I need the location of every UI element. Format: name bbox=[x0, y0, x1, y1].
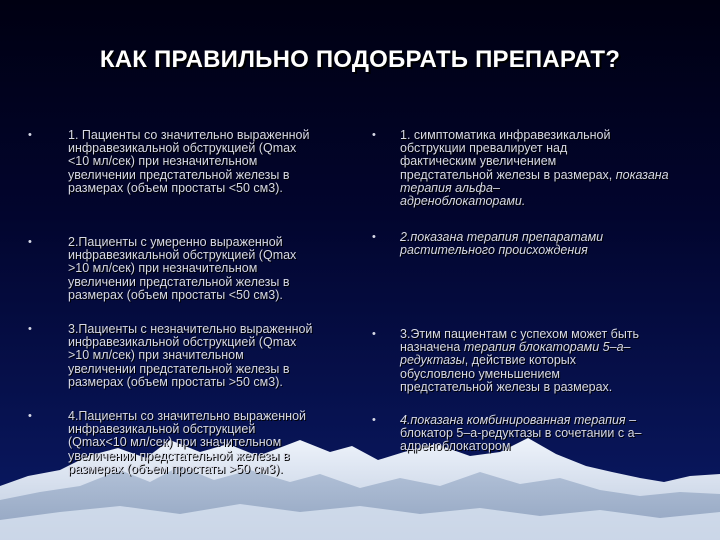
bullet-icon: • bbox=[372, 328, 376, 340]
right-item-text-normal: 3.Этим пациентам с успехом может быть назначена bbox=[400, 327, 640, 355]
right-item-text-italic: 4.показана комбинированная терапия bbox=[400, 413, 626, 427]
left-item-text: 1. Пациенты со значительно выраженной инфравезикальной обструкцией (Qmax <10 мл/сек) при незначительном увеличении предстательной железы в размерах (объем простаты <50 см3). bbox=[68, 128, 310, 195]
right-item-text-normal: , действие которых обусловлено уменьшением предстательной железы в размерах. bbox=[400, 353, 613, 394]
bullet-icon: • bbox=[28, 410, 32, 422]
bullet-icon: • bbox=[28, 236, 32, 248]
bullet-icon: • bbox=[372, 414, 376, 426]
bullet-icon: • bbox=[28, 323, 32, 335]
right-item-text bbox=[400, 414, 642, 454]
left-item-text: 3.Пациенты с незначительно выраженной инфравезикальной обструкцией (Qmax >10 мл/сек) при значительном увеличении предстательной железы в размерах (объем простаты >50 см3). bbox=[68, 322, 313, 389]
bullet-icon: • bbox=[28, 129, 32, 141]
right-item-text-normal: 1. симптоматика инфравезикальной обструкции превалирует над фактическим увеличением предстательной железы в размерах, bbox=[400, 128, 613, 182]
left-item-text: 2.Пациенты с умеренно выраженной инфравезикальной обструкцией (Qmax >10 мл/сек) при незначительном увеличении предстательной железы в размерах (объем простаты <50 см3). bbox=[68, 235, 297, 302]
slide-title: КАК ПРАВИЛЬНО ПОДОБРАТЬ ПРЕПАРАТ? bbox=[99, 46, 621, 73]
right-item-text-italic: терапия блокаторами 5–a– редуктазы bbox=[400, 340, 631, 368]
right-item-text-italic: 2.показана терапия препаратами растительного происхождения bbox=[400, 230, 604, 258]
right-item-text-italic: показана терапия альфа– адреноблокаторами. bbox=[400, 167, 669, 209]
right-item-text bbox=[400, 328, 639, 394]
bullet-icon: • bbox=[372, 129, 376, 141]
right-item-text bbox=[400, 129, 692, 208]
right-item-text-normal: – блокатор 5–a-редуктазы в сочетании с a– адреноблокатором bbox=[400, 413, 642, 454]
right-item-text bbox=[400, 231, 603, 257]
bullet-icon: • bbox=[372, 231, 376, 243]
left-item-text: 4.Пациенты со значительно выраженной инфравезикальной обструкцией (Qmax<10 мл/сек) при значительном увеличении предстательной железы в размерах (объем простаты >50 см3). bbox=[68, 409, 307, 476]
